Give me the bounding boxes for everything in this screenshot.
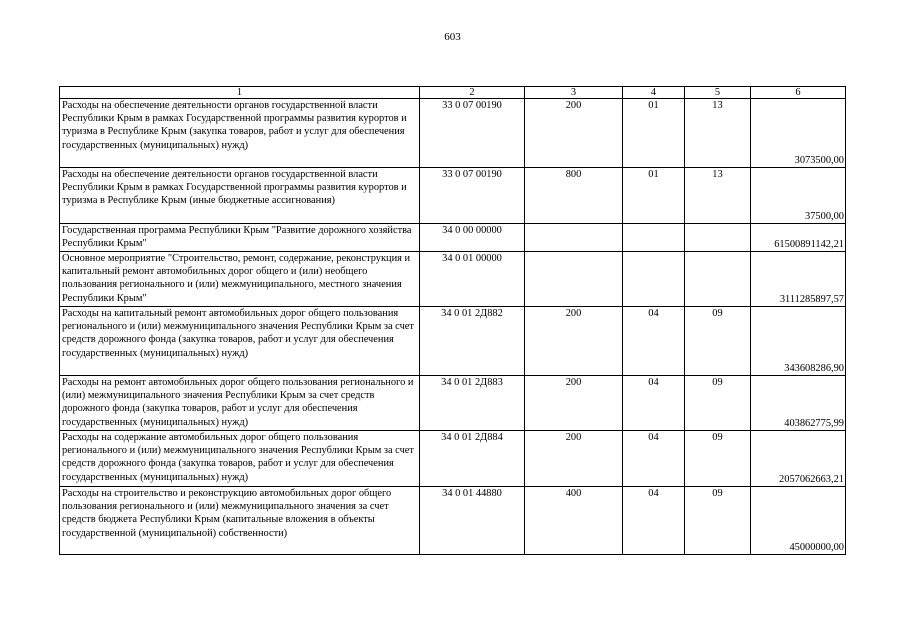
subsection-code: 13 <box>685 99 751 168</box>
header-cell: 6 <box>751 87 846 99</box>
amount: 3111285897,57 <box>751 252 846 307</box>
subsection-code: 09 <box>685 487 751 555</box>
expense-name: Расходы на строительство и реконструкцию автомобильных дорог общего пользования регионального и (или) межмуниципального значения за счет средств бюджета Республики Крым (капитальные вложения в объекты государственной (муниципальной) собственности) <box>60 487 420 555</box>
header-cell: 4 <box>623 87 685 99</box>
header-cell: 5 <box>685 87 751 99</box>
expense-name: Расходы на ремонт автомобильных дорог общего пользования регионального и (или) межмуниципального значения Республики Крым за счет средств дорожного фонда (закупка товаров, работ и услуг для обеспечения государственных (муниципальных) нужд) <box>60 376 420 431</box>
table-row <box>60 487 846 555</box>
section-code: 04 <box>623 307 685 376</box>
target-code: 34 0 01 2Д882 <box>420 307 525 376</box>
table-row <box>60 307 846 376</box>
subsection-code <box>685 224 751 252</box>
expense-type-code: 800 <box>525 168 623 224</box>
section-code: 01 <box>623 99 685 168</box>
expense-name: Расходы на капитальный ремонт автомобильных дорог общего пользования регионального и (или) межмуниципального значения Республики Крым за счет средств дорожного фонда (закупка товаров, работ и услуг для обеспечения государственных (муниципальных) нужд) <box>60 307 420 376</box>
page-number: 603 <box>444 31 461 43</box>
amount: 403862775,99 <box>751 376 846 431</box>
subsection-code: 13 <box>685 168 751 224</box>
table-header-row <box>60 87 846 99</box>
section-code <box>623 224 685 252</box>
amount: 3073500,00 <box>751 99 846 168</box>
expense-type-code: 200 <box>525 431 623 487</box>
amount: 45000000,00 <box>751 487 846 555</box>
expense-type-code: 400 <box>525 487 623 555</box>
target-code: 34 0 01 2Д884 <box>420 431 525 487</box>
amount: 37500,00 <box>751 168 846 224</box>
subsection-code: 09 <box>685 307 751 376</box>
section-code: 01 <box>623 168 685 224</box>
table-row <box>60 224 846 252</box>
target-code: 34 0 00 00000 <box>420 224 525 252</box>
table-row <box>60 99 846 168</box>
expense-name: Расходы на содержание автомобильных дорог общего пользования регионального и (или) межмуниципального значения Республики Крым за счет средств дорожного фонда (закупка товаров, работ и услуг для обеспечения государственных (муниципальных) нужд) <box>60 431 420 487</box>
header-cell: 2 <box>420 87 525 99</box>
amount: 61500891142,21 <box>751 224 846 252</box>
budget-table <box>59 86 846 555</box>
expense-name: Государственная программа Республики Крым "Развитие дорожного хозяйства Республики Крым" <box>60 224 420 252</box>
target-code: 34 0 01 00000 <box>420 252 525 307</box>
expense-type-code: 200 <box>525 99 623 168</box>
expense-name: Расходы на обеспечение деятельности органов государственной власти Республики Крым в рамках Государственной программы развития курортов и туризма в Республике Крым (закупка товаров, работ и услуг для обеспечения государственных (муниципальных) нужд) <box>60 99 420 168</box>
subsection-code: 09 <box>685 431 751 487</box>
amount: 2057062663,21 <box>751 431 846 487</box>
section-code: 04 <box>623 487 685 555</box>
header-cell: 1 <box>60 87 420 99</box>
table-row <box>60 431 846 487</box>
header-cell: 3 <box>525 87 623 99</box>
table-row <box>60 252 846 307</box>
subsection-code <box>685 252 751 307</box>
table-row <box>60 168 846 224</box>
expense-type-code: 200 <box>525 307 623 376</box>
expense-type-code <box>525 224 623 252</box>
section-code: 04 <box>623 376 685 431</box>
expense-name: Расходы на обеспечение деятельности органов государственной власти Республики Крым в рамках Государственной программы развития курортов и туризма в Республике Крым (иные бюджетные ассигнования) <box>60 168 420 224</box>
target-code: 34 0 01 2Д883 <box>420 376 525 431</box>
expense-type-code: 200 <box>525 376 623 431</box>
table-row <box>60 376 846 431</box>
amount: 343608286,90 <box>751 307 846 376</box>
expense-name: Основное мероприятие "Строительство, ремонт, содержание, реконструкция и капитальный ремонт автомобильных дорог общего и (или) необщего пользования регионального и (или) межмуниципального, местного значения Республики Крым" <box>60 252 420 307</box>
section-code <box>623 252 685 307</box>
subsection-code: 09 <box>685 376 751 431</box>
section-code: 04 <box>623 431 685 487</box>
expense-type-code <box>525 252 623 307</box>
target-code: 34 0 01 44880 <box>420 487 525 555</box>
target-code: 33 0 07 00190 <box>420 168 525 224</box>
target-code: 33 0 07 00190 <box>420 99 525 168</box>
